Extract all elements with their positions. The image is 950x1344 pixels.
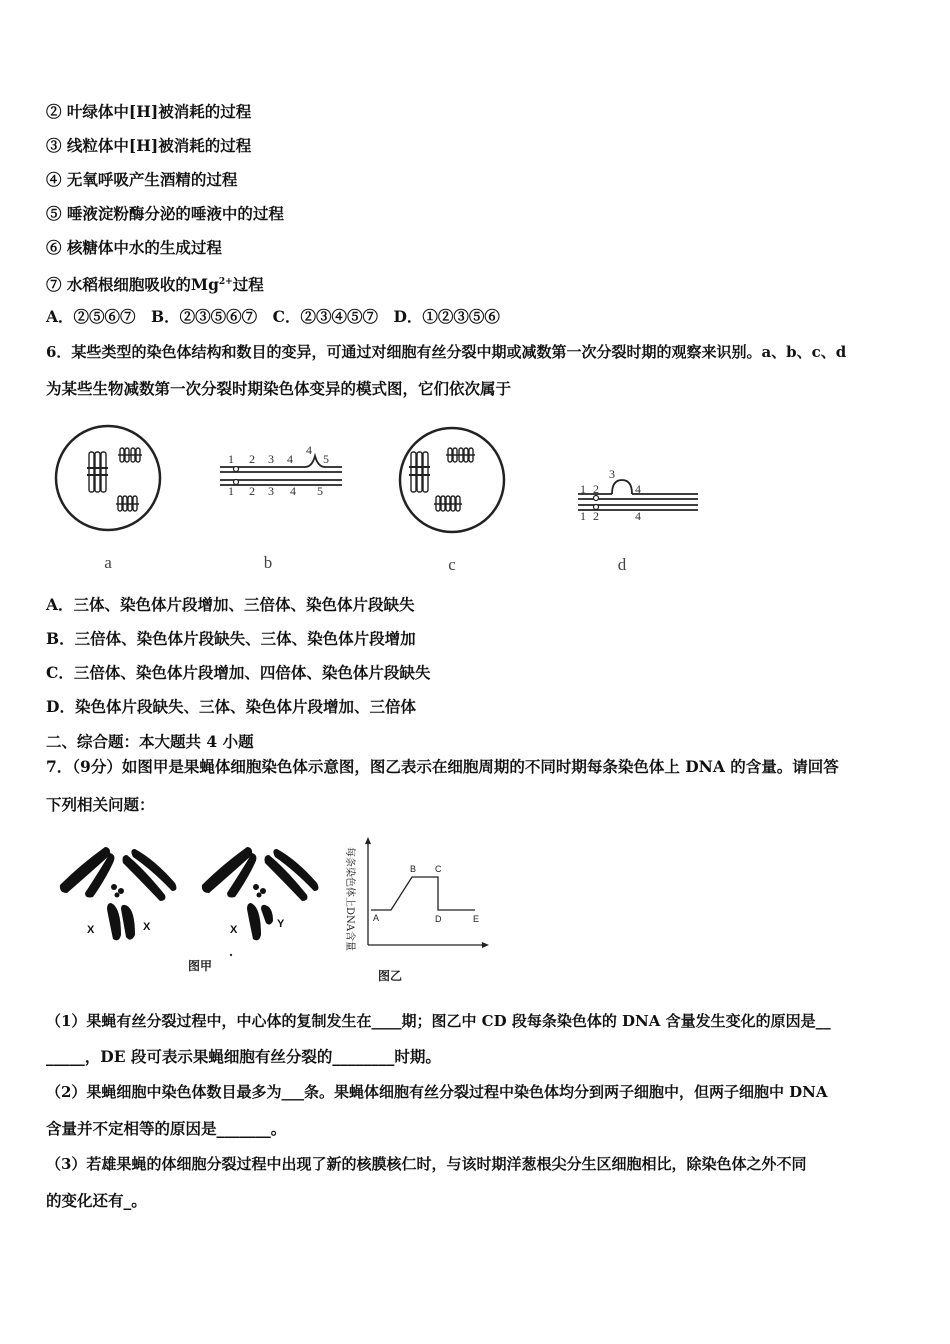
q7-part3-line1: （3）若雄果蝇的体细胞分裂过程中出现了新的核膜核仁时，与该时期洋葱根尖分生区细胞相比，除染色体之外不同 [46,1155,807,1173]
fig-jia-label: 图甲 [188,959,213,973]
figure-c [400,428,504,532]
item-7-tail: 过程 [232,275,264,295]
q6-option-a: A．三体、染色体片段增加、三倍体、染色体片段缺失 [46,595,415,614]
b-bottom-4: 4 [290,484,296,498]
q7-part1-line2: _____，DE 段可表示果蝇细胞有丝分裂的________时期。 [46,1047,441,1066]
figure-label-a: a [104,553,112,572]
q7-part2-line2: 含量并不定相等的原因是_______。 [46,1119,287,1138]
b-top-2: 2 [249,452,255,466]
item-7-formula: Mg [190,275,219,295]
dna-content-graph [344,837,489,951]
d-top-1: 1 [580,482,586,496]
d-top-3: 3 [609,467,615,481]
chromosome-set-1 [60,847,177,940]
q7-part1-line1: （1）果蝇有丝分裂过程中，中心体的复制发生在____期；图乙中 CD 段每条染色体的 DNA 含量发生变化的原因是__ [46,1012,831,1030]
item-2: ② 叶绿体中[H]被消耗的过程 [46,102,252,121]
b-top-4b: 4 [306,443,312,457]
b-bottom-2: 2 [249,484,255,498]
q5-options: A．②⑤⑥⑦ B．②③⑤⑥⑦ C．②③④⑤⑦ D．①②③⑤⑥ [46,307,500,326]
q6-option-c: C．三倍体、染色体片段增加、四倍体、染色体片段缺失 [46,663,431,682]
b-bottom-3: 3 [268,484,274,498]
q6-option-d: D．染色体片段缺失、三体、染色体片段增加、三倍体 [46,697,416,716]
b-top-3: 3 [268,452,274,466]
figure-a [56,426,160,530]
q7-figure [55,835,495,985]
item-3: ③ 线粒体中[H]被消耗的过程 [46,136,252,155]
point-a: A [373,913,380,923]
d-top-4: 4 [635,482,641,496]
q7-stem-line1: 7．（9分）如图甲是果蝇体细胞染色体示意图，图乙表示在细胞周期的不同时期每条染色体上 DNA 的含量。请回答 [46,757,839,776]
q6-figure [40,420,720,585]
chrom-label-x: X [230,924,238,936]
graph-y-label: 每条染色体上DNA含量 [344,847,355,951]
section-2-heading: 二、综合题：本大题共 4 小题 [46,732,254,751]
b-top-4: 4 [287,452,293,466]
d-bottom-1: 1 [580,509,586,523]
b-bottom-1: 1 [228,484,234,498]
chrom-label-x2: X [143,921,151,933]
point-d: D [435,914,442,924]
b-bottom-5: 5 [317,484,323,498]
item-6: ⑥ 核糖体中水的生成过程 [46,238,222,257]
b-top-1: 1 [228,452,234,466]
chrom-label-y: Y [277,918,285,930]
chrom-label-x1: X [87,924,95,936]
fig-yi-label: 图乙 [378,969,403,983]
item-4: ④ 无氧呼吸产生酒精的过程 [46,170,238,189]
b-top-5: 5 [323,452,329,466]
q6-stem-line2: 为某些生物减数第一次分裂时期染色体变异的模式图，它们依次属于 [46,379,512,398]
figure-label-d: d [617,555,627,574]
figure-label-b: b [263,553,273,572]
point-c: C [435,864,442,874]
d-bottom-4: 4 [635,509,641,523]
q7-part2-line1: （2）果蝇细胞中染色体数目最多为___条。果蝇体细胞有丝分裂过程中染色体均分到两子细胞中，但两子细胞中 DNA [46,1083,828,1101]
point-b: B [410,864,417,874]
q6-option-b: B．三倍体、染色体片段缺失、三体、染色体片段增加 [46,629,416,648]
item-7-text: ⑦ 水稻根细胞吸收的 [46,275,191,295]
q7-stem-line2: 下列相关问题： [46,795,155,814]
item-7-sup: 2+ [218,277,233,287]
q7-part3-line2: 的变化还有_。 [46,1191,147,1210]
q6-stem-line1: 6．某些类型的染色体结构和数目的变异，可通过对细胞有丝分裂中期或减数第一次分裂时期的观察来识别。a、b、c、d [46,343,847,361]
item-7 [46,272,264,295]
figure-label-c: c [448,555,456,574]
item-5: ⑤ 唾液淀粉酶分泌的唾液中的过程 [46,204,284,223]
d-top-2: 2 [593,482,599,496]
d-bottom-2: 2 [593,509,599,523]
chromosome-set-2 [202,847,319,940]
point-e: E [473,914,480,924]
